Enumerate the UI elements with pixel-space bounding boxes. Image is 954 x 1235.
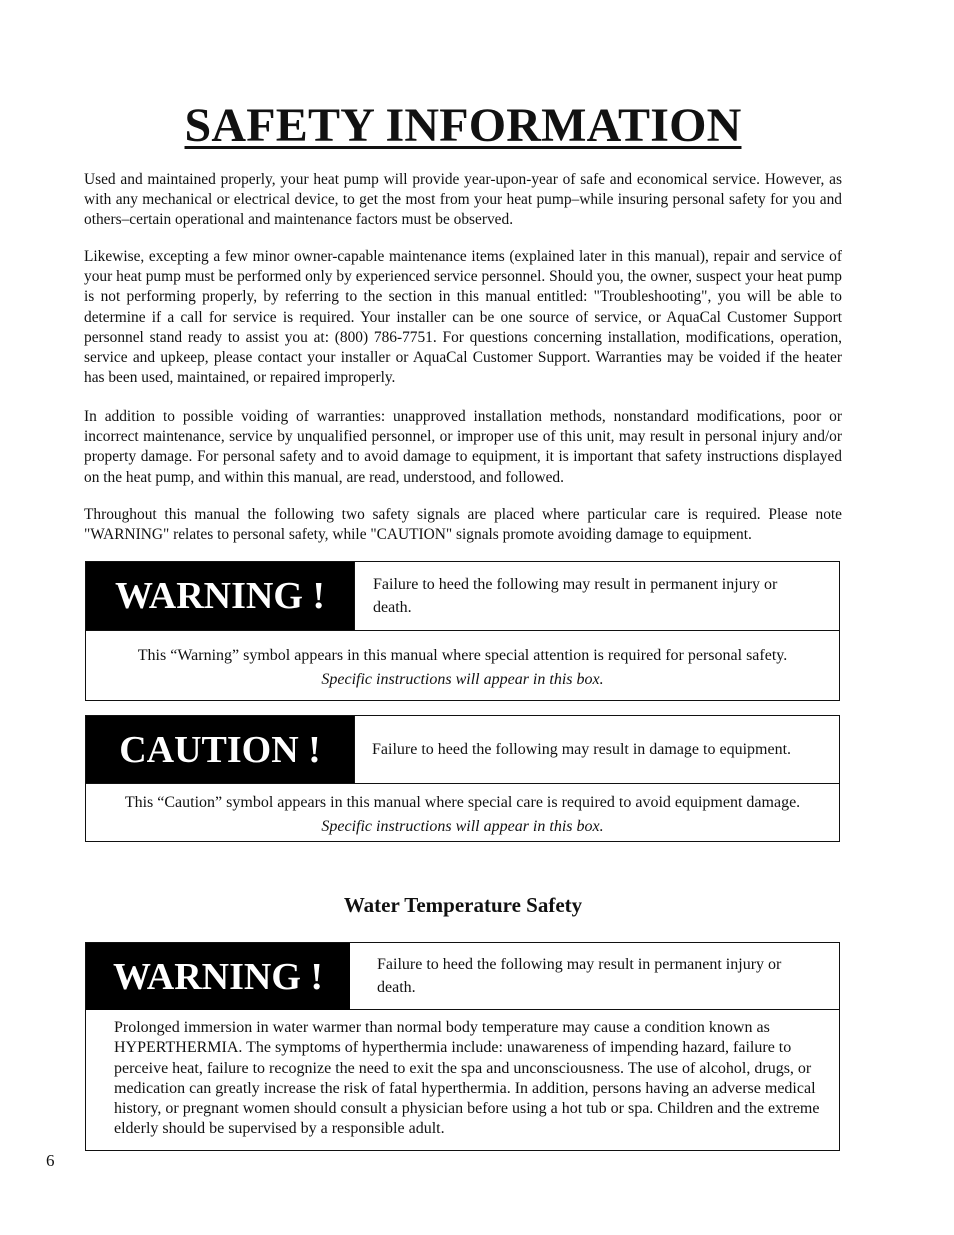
water-temperature-heading: Water Temperature Safety <box>343 893 583 917</box>
warning-body-text: This “Warning” symbol appears in this manual where special attention is required for personal safety. <box>137 647 788 664</box>
caution-box-body <box>86 784 839 839</box>
caution-box <box>85 715 840 842</box>
warning-header-text: Failure to heed the following may result in permanent injury or death. <box>354 562 839 630</box>
caution-body-italic: Specific instructions will appear in this box. <box>321 818 604 835</box>
page-number: 6 <box>46 1151 55 1170</box>
water-warning-box <box>85 942 840 1151</box>
warranty-paragraph: In addition to possible voiding of warranties: unapproved installation methods, nonstandard modifications, poor or incorrect maintenance, service by unqualified personnel, or improper use of this unit, may result in personal injury and/or property damage. For personal safety and to avoid damage to equipment, it is important that safety instructions displayed on the heat pump, and within this manual, are read, understood, and followed. <box>84 408 842 486</box>
caution-label: CAUTION ! <box>86 716 354 783</box>
water-warning-body-text: Prolonged immersion in water warmer than normal body temperature may cause a condition known as HYPERTHERMIA. The symptoms of hyperthermia include: unawareness of impending hazard, failure to perceive heat, failure to recognize the need to exit the spa and unconsciousness. The use of alcohol, drugs, or medication can greatly increase the risk of fatal hyperthermia. In addition, persons having an adverse medical history, or pregnant women should consult a physician before using a hot tub or spa. Children and the extreme elderly should be supervised by a responsible adult. <box>114 1019 820 1138</box>
safety-signals-paragraph: Throughout this manual the following two safety signals are placed where particular care is required. Please note "WARNING" relates to personal safety, while "CAUTION" signals promote avoiding damage to equipment. <box>84 506 842 544</box>
warning-body-italic: Specific instructions will appear in this box. <box>321 671 604 688</box>
warning-box-header <box>86 562 839 631</box>
water-warning-body <box>86 1010 839 1140</box>
caution-header-text: Failure to heed the following may result in damage to equipment. <box>354 716 839 783</box>
caution-box-header <box>86 716 839 784</box>
water-warning-header <box>86 943 839 1010</box>
water-warning-header-text: Failure to heed the following may result in permanent injury or death. <box>350 943 839 1010</box>
water-warning-label: WARNING ! <box>86 943 350 1010</box>
page-title: SAFETY INFORMATION <box>184 99 742 152</box>
service-paragraph: Likewise, excepting a few minor owner-capable maintenance items (explained later in this manual), repair and service of your heat pump must be performed only by experienced service personnel. Should you, the owner, suspect your heat pump is not performing properly, by referring to the section in this manual entitled: "Troubleshooting", you will be able to determine if a call for service is required. Your installer can be one source of service, or AquaCal Customer Support personnel stand ready to assist you at: (800) 786-7751. For questions concerning installation, modifications, operation, service and upkeep, please contact your installer or AquaCal Customer Support. Warranties may be voided if the heater has been used, maintained, or repaired improperly. <box>84 248 842 387</box>
warning-label: WARNING ! <box>86 562 354 630</box>
caution-body-text: This “Caution” symbol appears in this manual where special care is required to avoid equipment damage. <box>124 794 801 811</box>
warning-box-body <box>86 631 839 692</box>
intro-paragraph: Used and maintained properly, your heat pump will provide year-upon-year of safe and economical service. However, as with any mechanical or electrical device, to get the most from your heat pump–while insuring personal safety for you and others–certain operational and maintenance factors must be observed. <box>84 171 842 229</box>
warning-box <box>85 561 840 701</box>
